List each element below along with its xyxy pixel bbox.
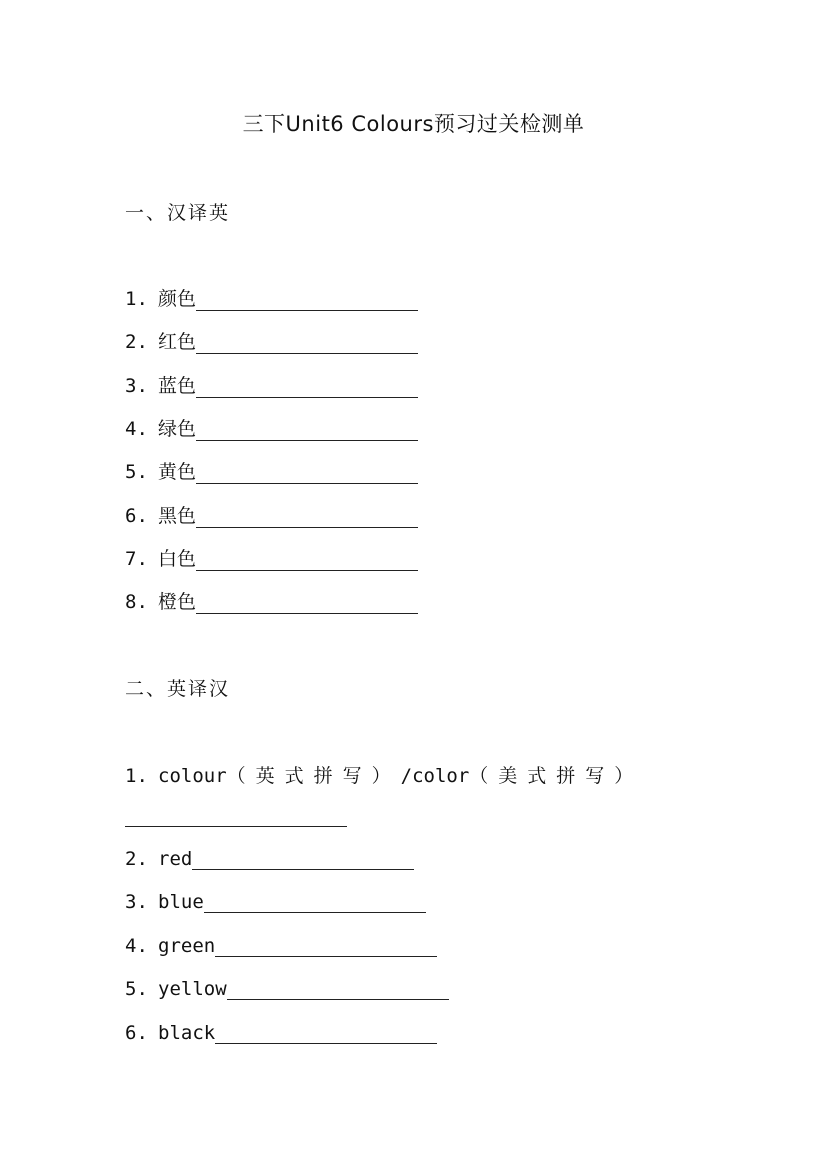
item-number: 8. xyxy=(125,591,148,613)
item-number: 3. xyxy=(125,891,148,913)
item-word: red xyxy=(158,848,193,870)
list-item xyxy=(125,457,418,484)
answer-blank[interactable] xyxy=(196,550,418,571)
item-word: colour xyxy=(158,765,227,787)
list-item xyxy=(125,891,426,913)
list-item xyxy=(125,544,418,571)
answer-blank[interactable] xyxy=(196,420,418,441)
item-word: blue xyxy=(158,891,204,913)
answer-blank[interactable] xyxy=(204,892,426,913)
spelling-note: （英式拼写） xyxy=(226,765,401,787)
item-number: 5. xyxy=(125,978,148,1000)
answer-blank[interactable] xyxy=(215,936,437,957)
answer-blank[interactable] xyxy=(227,979,449,1000)
item-number: 1. xyxy=(125,765,148,787)
item-word: 绿色 xyxy=(158,418,197,440)
item-number: 5. xyxy=(125,461,148,483)
answer-blank[interactable] xyxy=(196,507,418,528)
list-item xyxy=(125,935,437,957)
answer-blank[interactable] xyxy=(196,463,418,484)
answer-blank[interactable] xyxy=(196,290,418,311)
list-item xyxy=(125,761,643,788)
answer-blank[interactable] xyxy=(196,333,418,354)
item-word: green xyxy=(158,935,216,957)
list-item xyxy=(125,284,418,311)
answer-blank[interactable] xyxy=(192,849,414,870)
answer-blank[interactable] xyxy=(215,1023,437,1044)
list-item xyxy=(125,848,414,870)
list-item xyxy=(125,501,418,528)
item-number: 6. xyxy=(125,1022,148,1044)
item-word: 白色 xyxy=(158,548,197,570)
item-number: 4. xyxy=(125,935,148,957)
item-word-alt: /color xyxy=(400,765,470,787)
item-number: 2. xyxy=(125,848,148,870)
item-word: 黑色 xyxy=(158,505,197,527)
list-item xyxy=(125,587,418,614)
answer-blank[interactable] xyxy=(196,377,418,398)
item-word: 黄色 xyxy=(158,461,197,483)
list-item xyxy=(125,327,418,354)
item-number: 3. xyxy=(125,375,148,397)
spelling-note: （美式拼写） xyxy=(469,765,644,787)
item-word: black xyxy=(158,1022,216,1044)
item-number: 6. xyxy=(125,505,148,527)
list-item xyxy=(125,414,418,441)
list-item xyxy=(125,371,418,398)
item-word: 红色 xyxy=(158,331,197,353)
item-number: 7. xyxy=(125,548,148,570)
item-word: 蓝色 xyxy=(158,375,197,397)
list-item xyxy=(125,978,449,1000)
item-word: 橙色 xyxy=(158,591,197,613)
item-word: yellow xyxy=(158,978,227,1000)
page-title: 三下Unit6 Colours预习过关检测单 xyxy=(242,112,585,136)
answer-blank[interactable] xyxy=(196,593,418,614)
section-heading-en-to-cn: 二、英译汉 xyxy=(125,678,231,700)
section-heading-cn-to-en: 一、汉译英 xyxy=(125,202,231,224)
item-number: 4. xyxy=(125,418,148,440)
item-number: 1. xyxy=(125,288,148,310)
item-word: 颜色 xyxy=(158,288,197,310)
item-number: 2. xyxy=(125,331,148,353)
answer-blank[interactable] xyxy=(125,808,347,827)
list-item xyxy=(125,1022,437,1044)
